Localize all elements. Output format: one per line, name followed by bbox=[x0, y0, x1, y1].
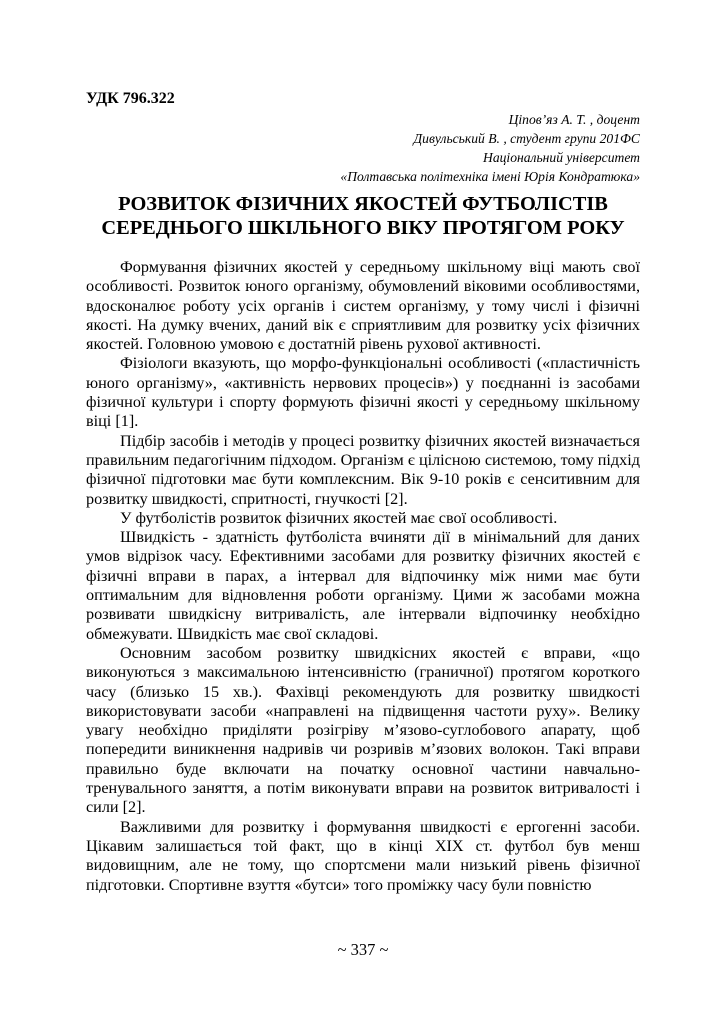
article-body bbox=[86, 258, 640, 895]
paragraph: Швидкість - здатність футболіста вчиняти дії в мінімальний для даних умов відрізок часу. Ефективними засобами для розвитку фізичних якостей є фізичні вправи в парах, а інтервал для відпочинку між ними має бути оптимальним для відновлення роботи організму. Цими ж засобами можна розвивати швидкісну витривалість, але інтервали відпочинку необхідно обмежувати. Швидкість має свої складові. bbox=[86, 528, 640, 643]
udk-code: УДК 796.322 bbox=[86, 90, 175, 107]
paragraph: Важливими для розвитку і формування швидкості є ергогенні засоби. Цікавим залишається той факт, що в кінці XIX ст. футбол був менш видовищним, але не тому, що спортсмени мали низький рівень фізичної підготовки. Спортивне взуття «бутси» того проміжку часу були повністю bbox=[86, 817, 640, 894]
paragraph: У футболістів розвиток фізичних якостей має свої особливості. bbox=[120, 508, 558, 527]
title-line-2: СЕРЕДНЬОГО ШКІЛЬНОГО ВІКУ ПРОТЯГОМ РОКУ bbox=[101, 217, 625, 239]
paragraph: Підбір засобів і методів у процесі розвитку фізичних якостей визначається правильним педагогічним підходом. Організм є цілісною системою, тому підхід фізичної підготовки має бути комплексним. Вік 9-10 років є сенситивним для розвитку швидкості, спритності, гнучкості [2]. bbox=[86, 431, 640, 508]
affiliation-line-2: «Полтавська політехніка імені Юрія Кондратюка» bbox=[340, 169, 640, 184]
paragraph: Формування фізичних якостей у середньому шкільному віці мають свої особливості. Розвиток юного організму, обумовлений віковими особливостями, вдосконалює роботу усіх органів і систем організму, у тому числі і фізичні якості. На думку вчених, даний вік є сприятливим для розвитку усіх фізичних якостей. Головною умовою є достатній рівень рухової активності. bbox=[86, 258, 640, 354]
paragraph: Основним засобом розвитку швидкісних якостей є вправи, «що виконуються з максимальною інтенсивністю (граничної) протягом короткого часу (близько 15 хв.). Фахівці рекомендують для розвитку швидкості використовувати засоби «направлені на підвищення частоти руху». Велику увагу необхідно приділяти розігріву м’язово-суглобового апарату, щоб попередити виникнення надривів чи розривів м’язових волокон. Такі вправи правильно буде включати на початку основної частини навчально-тренувального заняття, а потім виконувати вправи на розвиток витривалості і сили [2]. bbox=[86, 643, 640, 817]
article-title bbox=[86, 192, 640, 240]
page-number: ~ 337 ~ bbox=[337, 940, 389, 959]
author-line-1: Ціпов’яз А. Т. , доцент bbox=[508, 112, 640, 127]
document-page bbox=[86, 0, 640, 1024]
paragraph: Фізіологи вказують, що морфо-функціональні особливості («пластичність юного організму», «активність нервових процесів») у поєднанні із засобами фізичної культури і спорту формують фізичні якості у середньому шкільному віці [1]. bbox=[86, 354, 640, 431]
author-line-2: Дивульський В. , студент групи 201ФС bbox=[413, 131, 640, 146]
affiliation-line-1: Національний університет bbox=[483, 150, 640, 165]
author-block bbox=[86, 110, 640, 186]
title-line-1: РОЗВИТОК ФІЗИЧНИХ ЯКОСТЕЙ ФУТБОЛІСТІВ bbox=[118, 193, 608, 215]
